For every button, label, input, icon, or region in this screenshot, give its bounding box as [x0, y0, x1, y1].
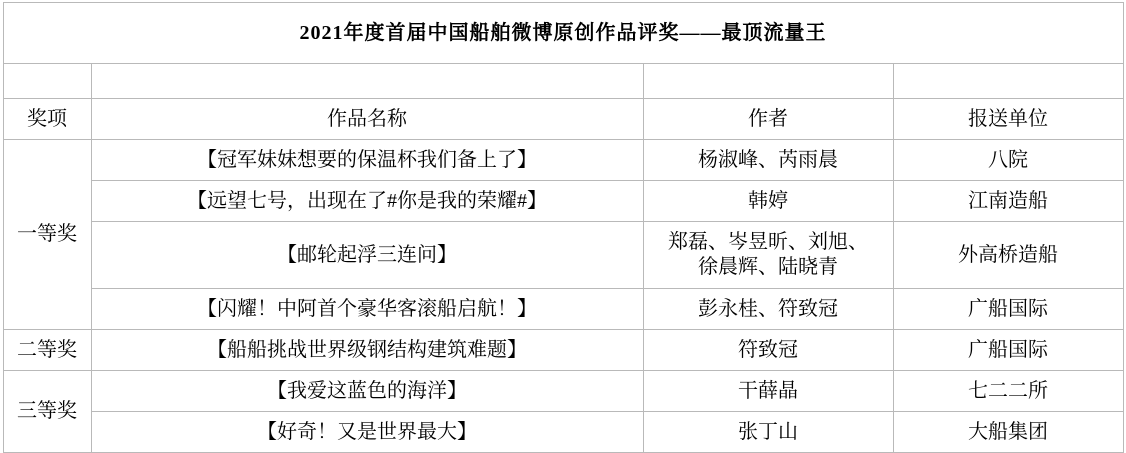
- author-line-1: 郑磊、岑昱昕、刘旭、: [668, 231, 868, 253]
- work-title-cell: 【船船挑战世界级钢结构建筑难题】: [91, 330, 643, 371]
- table-row: [3, 330, 1123, 371]
- award-group-label: 二等奖: [3, 330, 91, 371]
- work-title-cell: 【远望七号，出现在了#你是我的荣耀#】: [91, 181, 643, 222]
- spacer-cell-award: [3, 64, 91, 99]
- page-title: 2021年度首届中国船舶微博原创作品评奖——最顶流量王: [3, 3, 1123, 64]
- work-title-cell: 【好奇！又是世界最大】: [91, 412, 643, 453]
- column-header-unit: 报送单位: [893, 99, 1123, 140]
- work-title-cell: 【冠军妹妹想要的保温杯我们备上了】: [91, 140, 643, 181]
- author-cell: 韩婷: [643, 181, 893, 222]
- table-row: [3, 181, 1123, 222]
- award-table: [3, 2, 1124, 453]
- author-cell: 杨淑峰、芮雨晨: [643, 140, 893, 181]
- author-cell: 张丁山: [643, 412, 893, 453]
- table-row: [3, 371, 1123, 412]
- table-row: [3, 140, 1123, 181]
- table-header-row: [3, 99, 1123, 140]
- column-header-author: 作者: [643, 99, 893, 140]
- column-header-work-title: 作品名称: [91, 99, 643, 140]
- author-cell: 符致冠: [643, 330, 893, 371]
- unit-cell: 外高桥造船: [893, 222, 1123, 289]
- unit-cell: 江南造船: [893, 181, 1123, 222]
- title-row: [3, 3, 1123, 64]
- unit-cell: 七二二所: [893, 371, 1123, 412]
- spacer-cell-author: [643, 64, 893, 99]
- work-title-cell: 【闪耀！中阿首个豪华客滚船启航！】: [91, 289, 643, 330]
- column-header-award: 奖项: [3, 99, 91, 140]
- spacer-cell-unit: [893, 64, 1123, 99]
- spacer-cell-title: [91, 64, 643, 99]
- author-cell: 干薛晶: [643, 371, 893, 412]
- spacer-row: [3, 64, 1123, 99]
- award-group-label: 三等奖: [3, 371, 91, 453]
- author-cell: [643, 222, 893, 289]
- unit-cell: 广船国际: [893, 330, 1123, 371]
- table-row: [3, 289, 1123, 330]
- table-row: [3, 412, 1123, 453]
- unit-cell: 大船集团: [893, 412, 1123, 453]
- unit-cell: 八院: [893, 140, 1123, 181]
- unit-cell: 广船国际: [893, 289, 1123, 330]
- author-line-2: 徐晨辉、陆晓青: [698, 256, 838, 278]
- award-group-label: 一等奖: [3, 140, 91, 330]
- work-title-cell: 【邮轮起浮三连问】: [91, 222, 643, 289]
- table-row: [3, 222, 1123, 289]
- author-cell: 彭永桂、符致冠: [643, 289, 893, 330]
- work-title-cell: 【我爱这蓝色的海洋】: [91, 371, 643, 412]
